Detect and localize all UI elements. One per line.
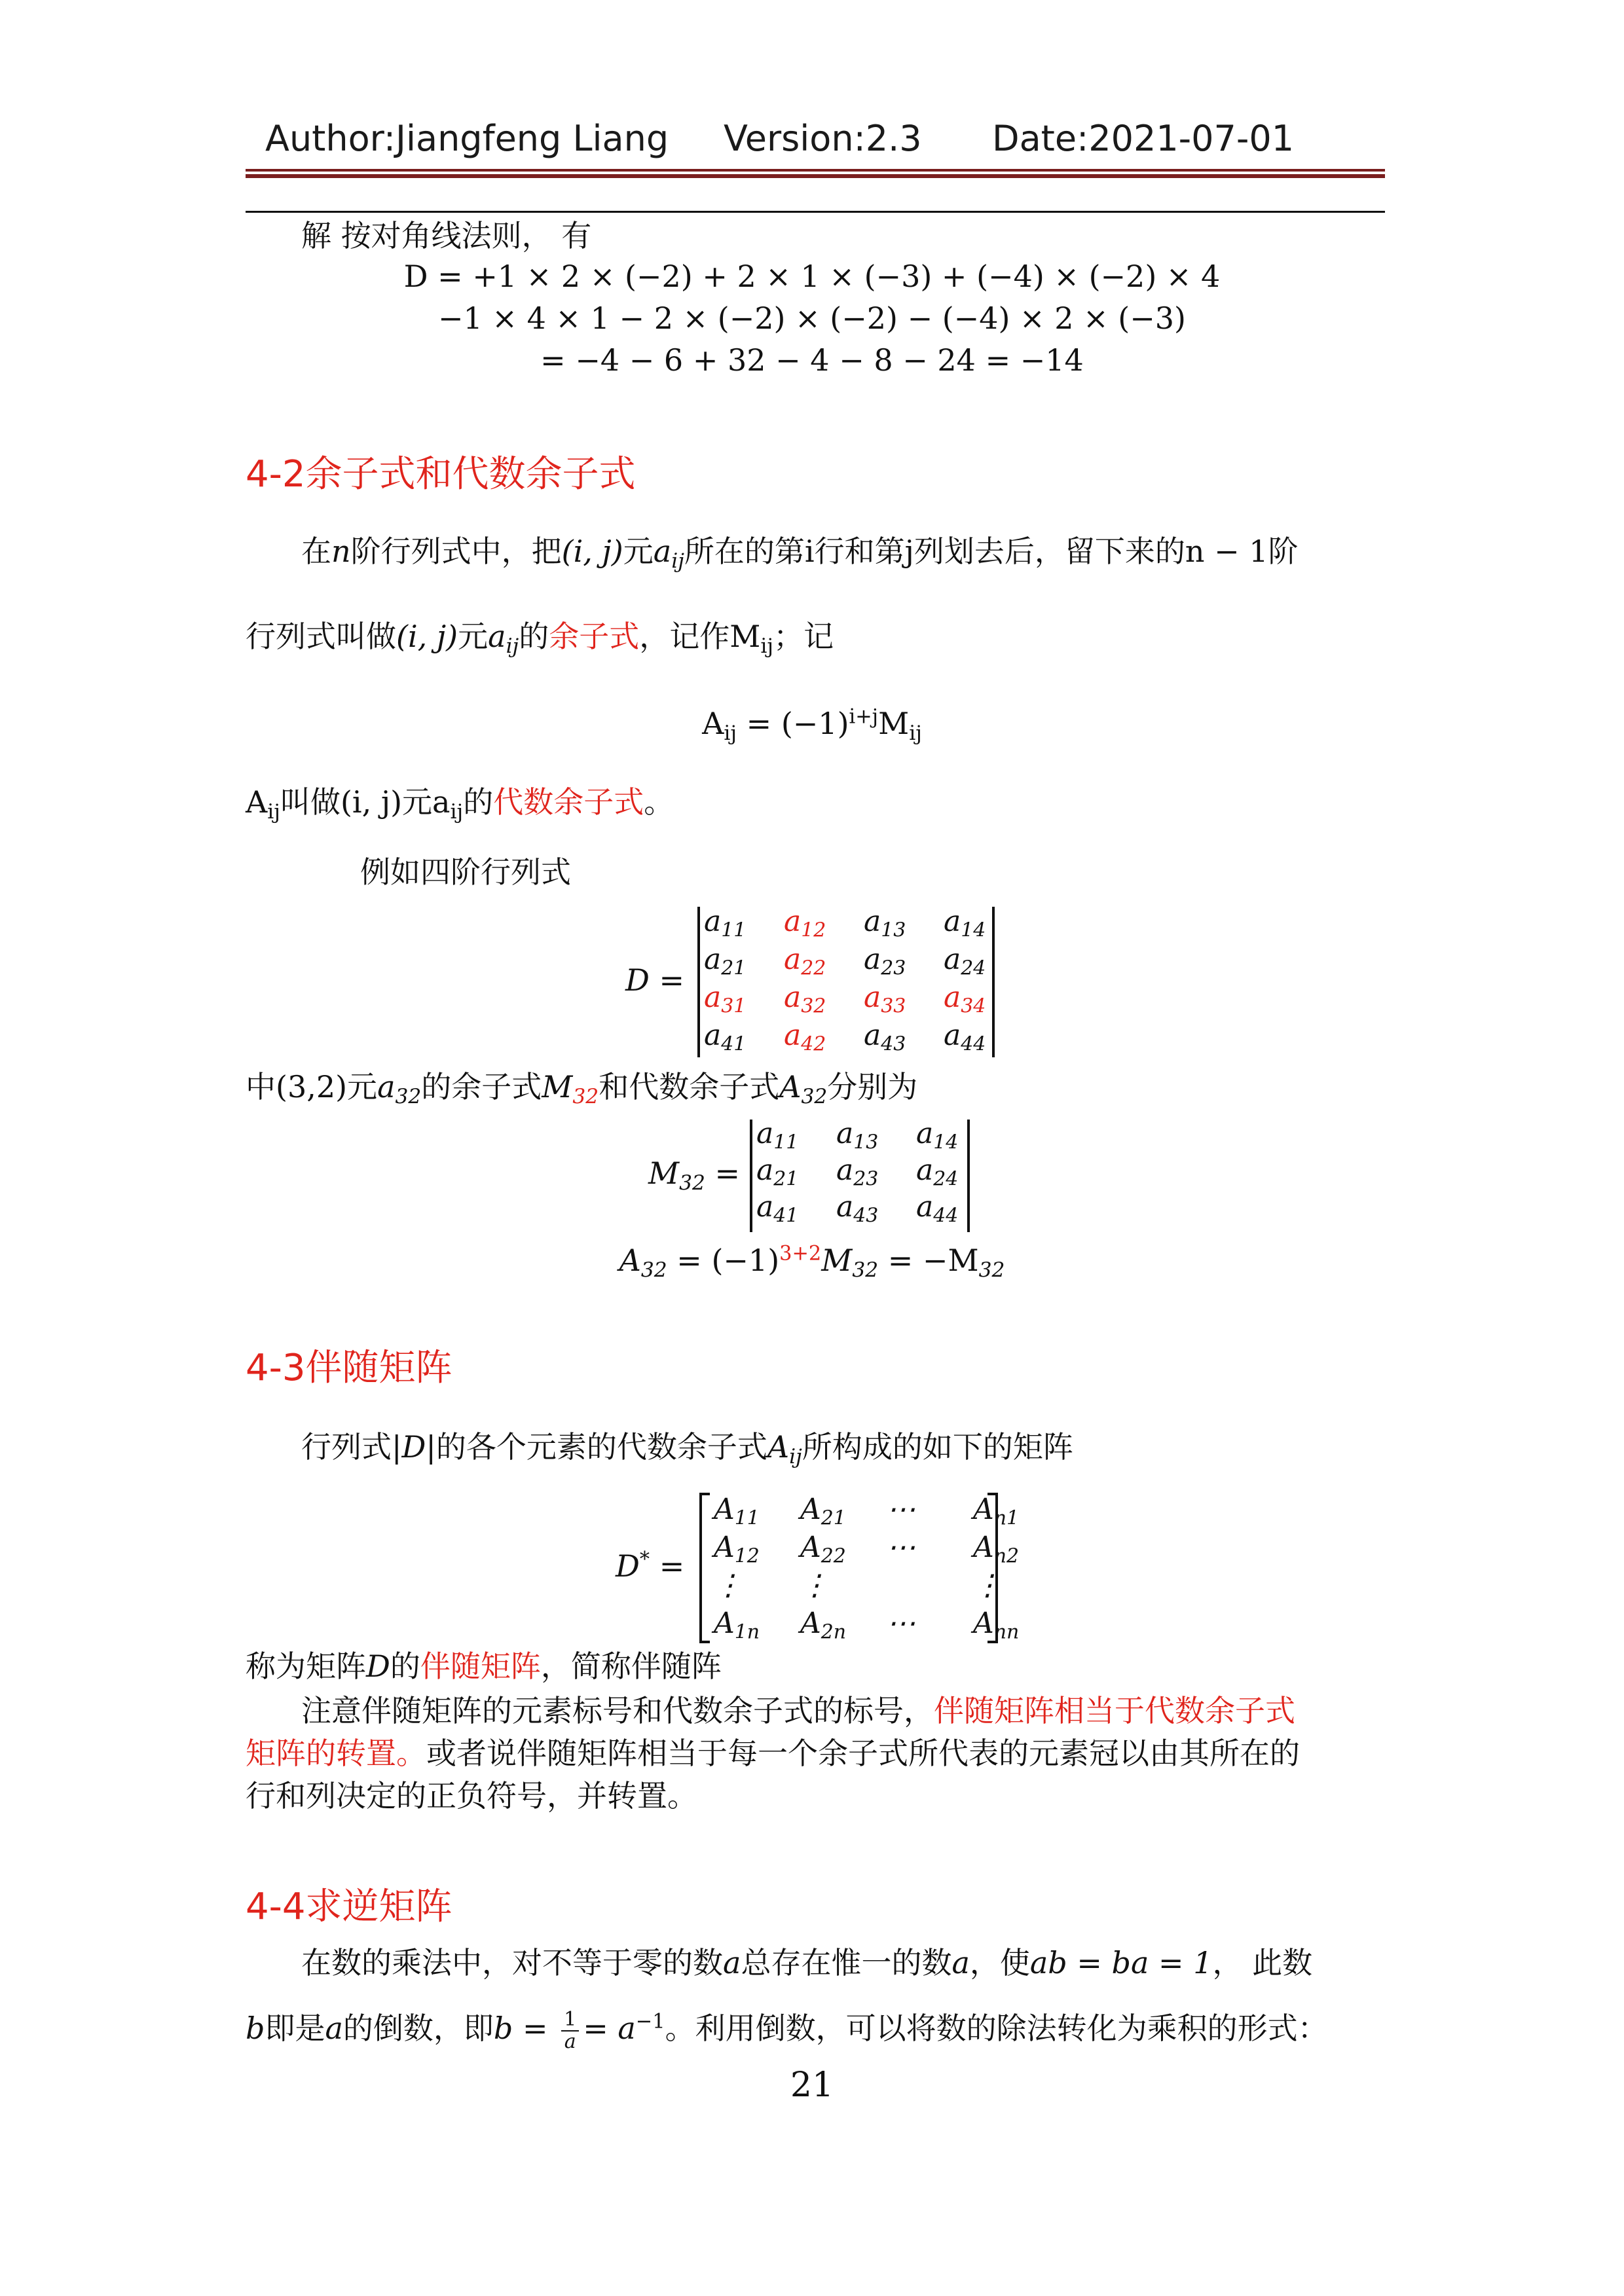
adj-cell: $A_{2n}$ bbox=[800, 1607, 847, 1644]
adj-cell: $A_{nn}$ bbox=[973, 1607, 1020, 1644]
sec44-paragraph-1-line-1: 在数的乘法中，对不等于零的数a总存在惟一的数a，使ab = ba = 1， 此数 bbox=[301, 1945, 1313, 1980]
det-d-cell: $a_{13}$ bbox=[864, 905, 906, 942]
adj-cell: ⋮ bbox=[714, 1569, 743, 1602]
det-d-cell: $a_{32}$ bbox=[784, 981, 826, 1018]
m32-cell: $a_{44}$ bbox=[916, 1190, 959, 1228]
sec43-paragraph-1: 行列式|D|的各个元素的代数余子式$A_{ij}$所构成的如下的矩阵 bbox=[301, 1429, 1073, 1468]
adj-left-bracket bbox=[699, 1493, 710, 1643]
sec43-paragraph-3-line-1: 注意伴随矩阵的元素标号和代数余子式的标号，伴随矩阵相当于代数余子式 bbox=[301, 1693, 1295, 1728]
sec42-paragraph-1: 在n阶行列式中，把(i, j)元$a_{ij}$所在的第i行和第j列划去后，留下来的n − 1阶 bbox=[301, 534, 1299, 573]
det-d-cell: $a_{31}$ bbox=[704, 981, 747, 1018]
solution-intro: 解 按对角线法则， 有 bbox=[301, 218, 592, 253]
header-rule-top bbox=[246, 169, 1385, 172]
det-d-cell: $a_{33}$ bbox=[864, 981, 906, 1018]
m32-cell: $a_{11}$ bbox=[756, 1117, 799, 1154]
det-d-cell: $a_{22}$ bbox=[784, 943, 826, 980]
adj-cell: $A_{n1}$ bbox=[973, 1493, 1020, 1530]
det-d-cell: $a_{11}$ bbox=[704, 905, 747, 942]
adj-cell: $A_{12}$ bbox=[714, 1531, 760, 1568]
sec43-paragraph-3-line-3: 行和列决定的正负符号，并转置。 bbox=[246, 1778, 697, 1813]
det-d-cell: $a_{41}$ bbox=[704, 1019, 747, 1056]
solution-line-2: −1 × 4 × 1 − 2 × (−2) × (−2) − (−4) × 2 × (−3) bbox=[438, 301, 1186, 336]
m32-cell: $a_{21}$ bbox=[756, 1154, 799, 1191]
det-d-lhs: D = bbox=[625, 962, 685, 998]
section-title-4-3: 4-3伴随矩阵 bbox=[246, 1347, 452, 1389]
adj-cell: $A_{11}$ bbox=[714, 1493, 760, 1530]
det-d-left-bar bbox=[697, 907, 700, 1057]
term-adjugate: 伴随矩阵 bbox=[420, 1649, 541, 1684]
m32-cell: $a_{24}$ bbox=[916, 1154, 959, 1191]
header-author: Author:Jiangfeng Liang bbox=[265, 118, 669, 159]
m32-cell: $a_{41}$ bbox=[756, 1190, 799, 1228]
adj-cell: $A_{21}$ bbox=[800, 1493, 846, 1530]
sec42-paragraph-3: $A_{ij}$叫做(i, j)元$a_{ij}$的代数余子式。 bbox=[246, 784, 674, 824]
adj-cell: $A_{n2}$ bbox=[973, 1531, 1020, 1568]
solution-line-1: D = +1 × 2 × (−2) + 2 × 1 × (−3) + (−4) × (−2) × 4 bbox=[403, 259, 1221, 294]
sec42-example-label: 例如四阶行列式 bbox=[360, 854, 571, 890]
adj-lhs: D* = bbox=[616, 1548, 685, 1584]
det-d-cell: $a_{44}$ bbox=[944, 1019, 986, 1056]
det-d-cell: $a_{23}$ bbox=[864, 943, 906, 980]
adj-cell: $A_{1n}$ bbox=[714, 1607, 760, 1644]
det-d-cell: $a_{43}$ bbox=[864, 1019, 906, 1056]
det-d-cell: $a_{14}$ bbox=[944, 905, 986, 942]
adj-cell: ⋮ bbox=[973, 1569, 1002, 1602]
header-rule-bottom bbox=[246, 211, 1385, 213]
header-rule-thick bbox=[246, 174, 1385, 178]
adj-cell: ⋯ bbox=[887, 1607, 915, 1640]
m32-right-bar bbox=[967, 1120, 970, 1232]
sec42-paragraph-2: 行列式叫做(i, j)元$a_{ij}$的余子式，记作$M_{ij}$；记 bbox=[246, 619, 834, 658]
sec44-paragraph-1-line-2: b即是a的倒数，即b = $\frac{1}{a}$ = $a^{-1}$。利用倒数，可以将数的除法转化为乘积的形式： bbox=[246, 2008, 1328, 2053]
m32-lhs: $M_{32}$ = bbox=[648, 1156, 741, 1195]
det-d-cell: $a_{12}$ bbox=[784, 905, 826, 942]
page-number: 21 bbox=[790, 2066, 834, 2105]
det-d-cell: $a_{24}$ bbox=[944, 943, 986, 980]
det-d-cell: $a_{34}$ bbox=[944, 981, 986, 1018]
sec43-paragraph-3-line-2: 矩阵的转置。或者说伴随矩阵相当于每一个余子式所代表的元素冠以由其所在的 bbox=[246, 1736, 1300, 1771]
sec43-paragraph-2: 称为矩阵D的伴随矩阵，简称伴随阵 bbox=[246, 1649, 722, 1684]
solution-line-3: = −4 − 6 + 32 − 4 − 8 − 24 = −14 bbox=[540, 342, 1084, 378]
header-date: Date:2021-07-01 bbox=[992, 118, 1295, 159]
adj-cell: $A_{22}$ bbox=[800, 1531, 846, 1568]
m32-cell: $a_{43}$ bbox=[836, 1190, 879, 1228]
a32-formula: $A_{32} = (-1)^{3+2}M_{32} = -M_{32}$ bbox=[619, 1242, 1005, 1282]
adj-cell: ⋯ bbox=[887, 1531, 915, 1564]
m32-cell: $a_{13}$ bbox=[836, 1117, 879, 1154]
inverse-fraction: $\frac{1}{a}$ bbox=[561, 2009, 579, 2052]
adj-cell: ⋮ bbox=[800, 1569, 829, 1602]
m32-left-bar bbox=[750, 1120, 752, 1232]
m32-cell: $a_{14}$ bbox=[916, 1117, 959, 1154]
term-minor: 余子式 bbox=[549, 619, 640, 654]
header-version: Version:2.3 bbox=[724, 118, 922, 159]
det-d-right-bar bbox=[992, 907, 995, 1057]
section-title-4-2: 4-2余子式和代数余子式 bbox=[246, 453, 636, 496]
cofactor-formula: $A_{ij} = (-1)^{i+j}M_{ij}$ bbox=[702, 705, 922, 745]
det-d-cell: $a_{21}$ bbox=[704, 943, 747, 980]
m32-cell: $a_{23}$ bbox=[836, 1154, 879, 1191]
adj-cell: ⋯ bbox=[887, 1493, 915, 1526]
det-d-cell: $a_{42}$ bbox=[784, 1019, 826, 1056]
term-cofactor: 代数余子式 bbox=[493, 784, 644, 820]
sec42-paragraph-4: 中(3,2)元$a_{32}$的余子式$M_{32}$和代数余子式$A_{32}$分别为 bbox=[246, 1069, 918, 1108]
section-title-4-4: 4-4求逆矩阵 bbox=[246, 1886, 452, 1928]
